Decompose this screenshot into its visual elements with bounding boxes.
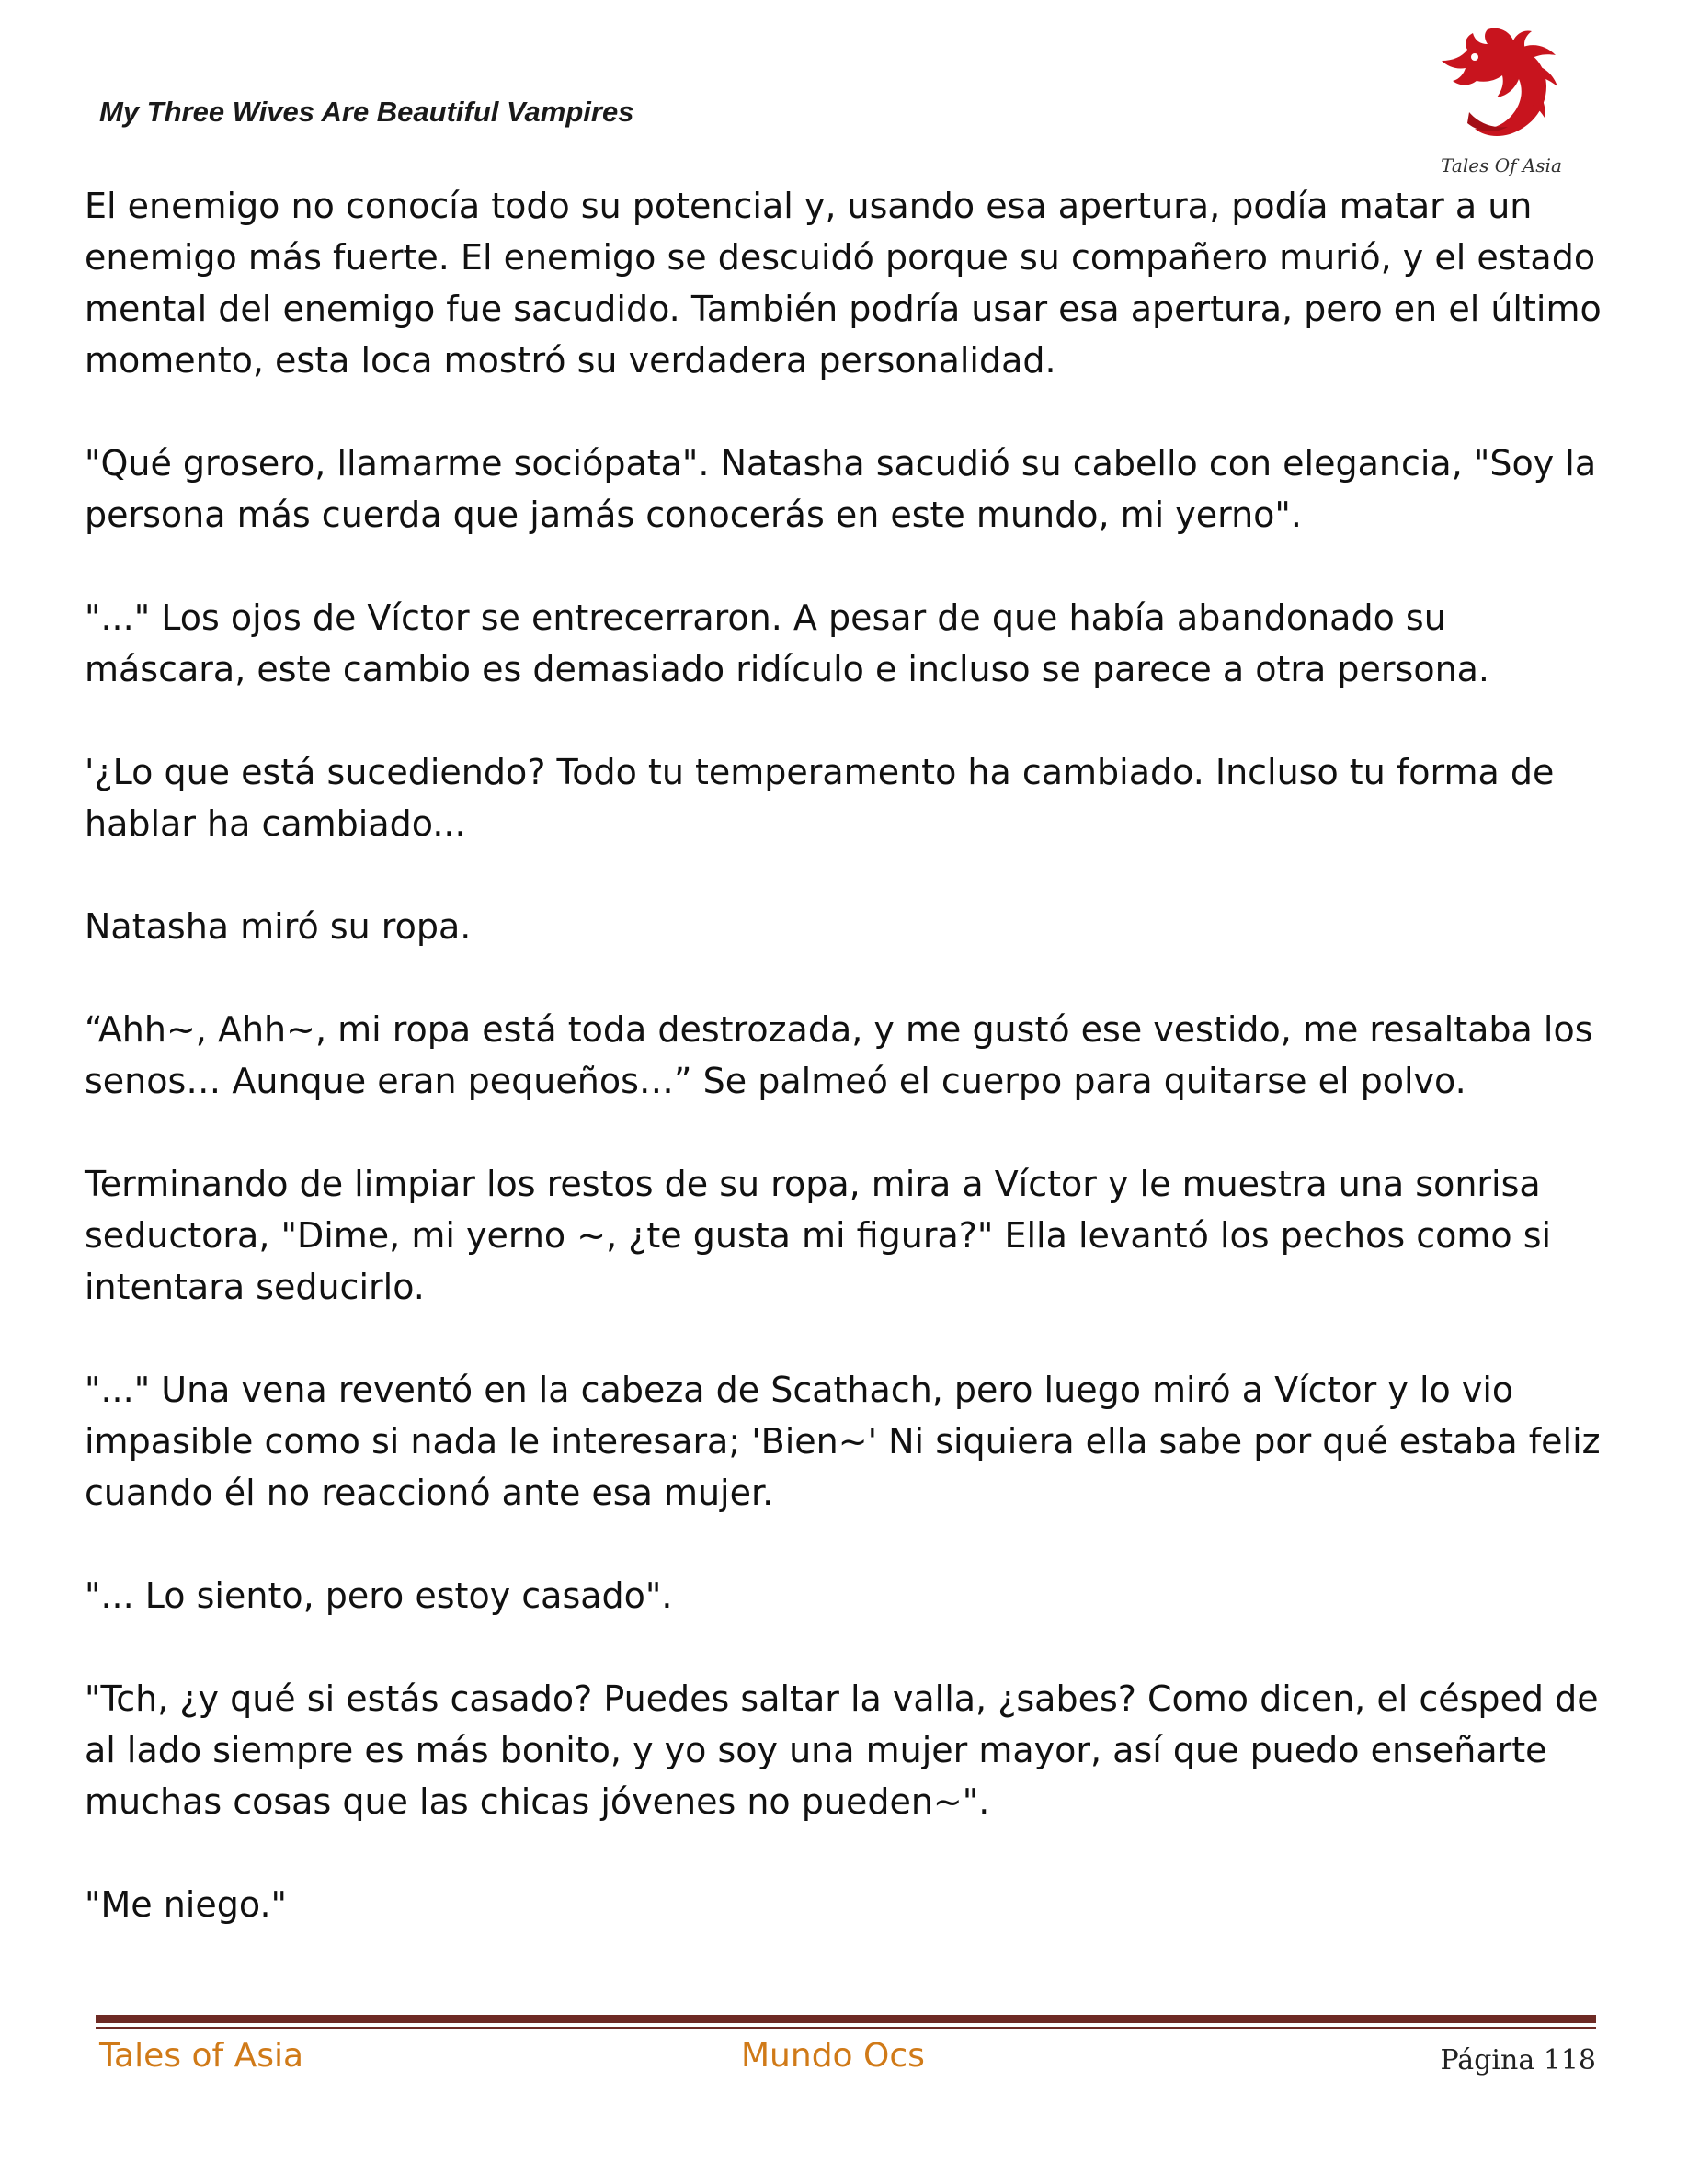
red-dragon-icon	[1432, 20, 1570, 158]
paragraph: '¿Lo que está sucediendo? Todo tu temperamento ha cambiado. Incluso tu forma de hablar ha cambiado...	[85, 752, 1555, 844]
paragraph: "Qué grosero, llamarme sociópata". Natasha sacudió su cabello con elegancia, "Soy la persona más cuerda que jamás conocerás en este mundo, mi yerno".	[85, 443, 1597, 535]
paragraph: El enemigo no conocía todo su potencial y, usando esa apertura, podía matar a un enemigo más fuerte. El enemigo se descuidó porque su compañero murió, y el estado mental del enemigo fue sacudido. También podría usar esa apertura, pero en el último momento, esta loca mostró su verdadera personalidad.	[85, 186, 1602, 381]
paragraph: "..." Los ojos de Víctor se entrecerraron. A pesar de que había abandonado su máscara, este cambio es demasiado ridículo e incluso se parece a otra persona.	[85, 597, 1490, 689]
footer-divider	[96, 2015, 1596, 2023]
running-title: My Three Wives Are Beautiful Vampires	[99, 96, 634, 128]
footer-divider-thin	[96, 2027, 1596, 2029]
paragraph: "..." Una vena reventó en la cabeza de Scathach, pero luego miró a Víctor y lo vio impasible como si nada le interesara; 'Bien~' Ni siquiera ella sabe por qué estaba feliz cuando él no reaccionó ante esa mujer.	[85, 1370, 1601, 1513]
paragraph: "... Lo siento, pero estoy casado".	[85, 1575, 673, 1616]
footer-site-name: Tales of Asia	[99, 2037, 304, 2075]
paragraph: Natasha miró su ropa.	[85, 906, 472, 947]
logo-text: Tales Of Asia	[1441, 154, 1562, 176]
paragraph: Terminando de limpiar los restos de su ropa, mira a Víctor y le muestra una sonrisa seductora, "Dime, mi yerno ~, ¿te gusta mi figura?" Ella levantó los pechos como si intentara seducirlo.	[85, 1164, 1552, 1307]
tales-of-asia-logo	[1432, 20, 1570, 184]
page-number: Página 118	[1440, 2044, 1596, 2076]
paragraph: "Tch, ¿y qué si estás casado? Puedes saltar la valla, ¿sabes? Como dicen, el césped de al lado siempre es más bonito, y yo soy una mujer mayor, así que puedo enseñarte muchas cosas que las chicas jóvenes no pueden~".	[85, 1678, 1599, 1822]
footer-section-name: Mundo Ocs	[741, 2037, 925, 2075]
paragraph: "Me niego."	[85, 1884, 288, 1925]
paragraph: “Ahh~, Ahh~, mi ropa está toda destrozada, y me gustó ese vestido, me resaltaba los senos… Aunque eran pequeños…” Se palmeó el cuerpo para quitarse el polvo.	[85, 1009, 1593, 1101]
body-text	[85, 180, 1611, 1930]
